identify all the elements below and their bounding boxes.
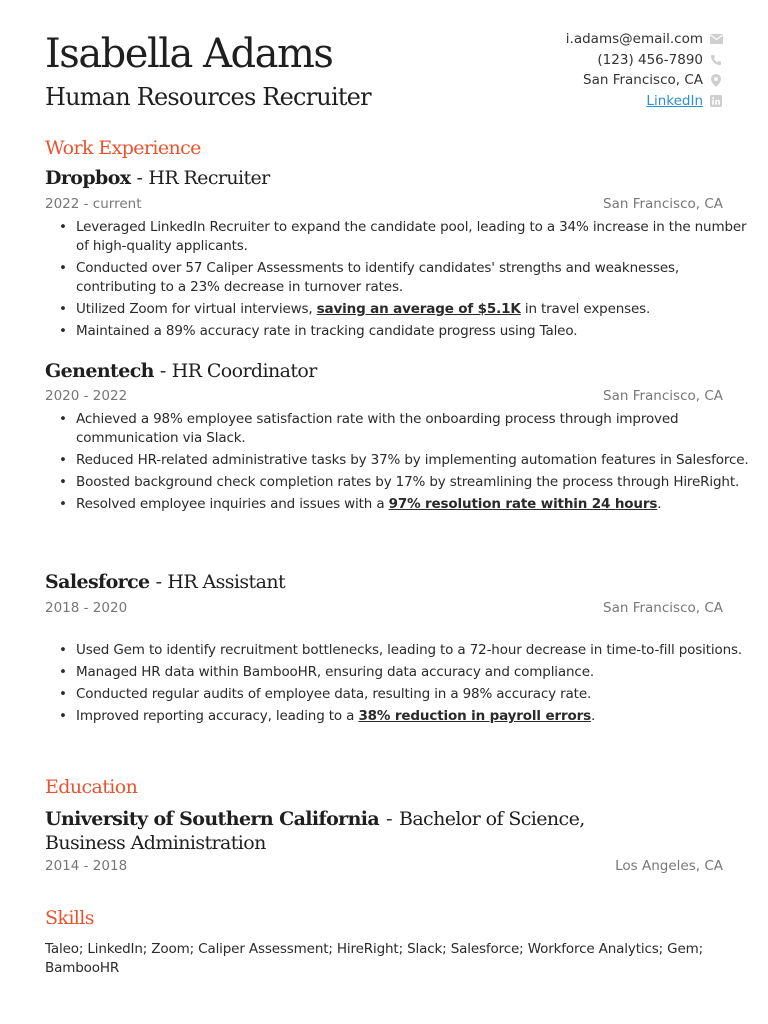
candidate-name: Isabella Adams (45, 31, 333, 77)
bullet-highlight: saving an average of $5.1K (316, 301, 521, 317)
contact-email (566, 29, 723, 50)
bullet-item: • Reduced HR-related administrative tasks by 37% by implementing automation features in Salesforce. (76, 451, 754, 470)
job-location: San Francisco, CA (603, 196, 723, 212)
job-dates: 2022 - current (45, 196, 142, 212)
location-text: San Francisco, CA (583, 72, 703, 89)
email-text: i.adams@email.com (565, 31, 703, 48)
bullet-item: • Leveraged LinkedIn Recruiter to expand the candidate pool, leading to a 34% increase in the number of high-quality applicants. (76, 218, 754, 256)
job-header (45, 571, 285, 593)
job-company: Dropbox (45, 167, 131, 189)
bullet-item: • Achieved a 98% employee satisfaction rate with the onboarding process through improved communication via Slack. (76, 410, 754, 448)
job-separator: - (136, 167, 143, 189)
bullet-highlight: 97% resolution rate within 24 hours (388, 496, 658, 512)
job-header (45, 360, 317, 382)
job-title: HR Assistant (167, 571, 285, 593)
job-title: HR Coordinator (171, 360, 317, 382)
education-meta (45, 858, 723, 874)
job-meta (45, 196, 723, 212)
contact-block (566, 29, 723, 111)
job-location: San Francisco, CA (603, 388, 723, 404)
phone-text: (123) 456-7890 (597, 51, 703, 68)
job-meta (45, 600, 723, 616)
bullet-item: • Used Gem to identify recruitment bottlenecks, leading to a 72-hour decrease in time-to-fill positions. (76, 641, 754, 660)
education-separator: - (386, 808, 392, 830)
contact-phone (566, 50, 723, 71)
job-header (45, 167, 270, 189)
education-degree: Bachelor of Science, Business Administration (45, 808, 585, 854)
linkedin-link[interactable]: LinkedIn (646, 92, 703, 109)
job-separator: - (159, 360, 166, 382)
job-dates: 2018 - 2020 (45, 600, 128, 616)
job-bullets (45, 641, 754, 729)
linkedin-icon (709, 94, 723, 108)
bullet-item: • Improved reporting accuracy, leading to a 38% reduction in payroll errors. (76, 707, 754, 726)
education-location: Los Angeles, CA (615, 858, 723, 874)
bullet-item: • Resolved employee inquiries and issues with a 97% resolution rate within 24 hours. (76, 495, 754, 514)
envelope-icon (709, 32, 723, 46)
job-bullets (45, 218, 754, 344)
contact-location (566, 70, 723, 91)
job-title: HR Recruiter (148, 167, 270, 189)
job-location: San Francisco, CA (603, 600, 723, 616)
skills-list: Taleo; LinkedIn; Zoom; Caliper Assessment; HireRight; Slack; Salesforce; Workforce Analytics; Gem; BambooHR (45, 941, 704, 976)
candidate-role: Human Resources Recruiter (45, 83, 371, 111)
bullet-item: • Boosted background check completion rates by 17% by streamlining the process through HireRight. (76, 473, 754, 492)
bullet-item: • Utilized Zoom for virtual interviews, saving an average of $5.1K in travel expenses. (76, 300, 754, 319)
job-company: Genentech (45, 360, 154, 382)
bullet-item: • Managed HR data within BambooHR, ensuring data accuracy and compliance. (76, 663, 754, 682)
section-title-skills: Skills (45, 907, 94, 929)
bullet-highlight: 38% reduction in payroll errors (358, 708, 591, 724)
job-meta (45, 388, 723, 404)
job-bullets (45, 410, 754, 517)
bullet-item: • Conducted regular audits of employee data, resulting in a 98% accuracy rate. (76, 685, 754, 704)
map-pin-icon (709, 73, 723, 87)
education-school: University of Southern California (45, 808, 380, 830)
job-separator: - (155, 571, 162, 593)
section-title-work: Work Experience (45, 137, 201, 159)
job-dates: 2020 - 2022 (45, 388, 128, 404)
phone-icon (709, 53, 723, 67)
job-company: Salesforce (45, 571, 150, 593)
section-title-education: Education (45, 776, 138, 798)
bullet-item: • Conducted over 57 Caliper Assessments to identify candidates' strengths and weaknesses, contributing to a 23% decrease in turnover rates. (76, 259, 754, 297)
education-header (45, 807, 605, 855)
contact-linkedin (566, 91, 723, 112)
bullet-item: • Maintained a 89% accuracy rate in tracking candidate progress using Taleo. (76, 322, 754, 341)
education-dates: 2014 - 2018 (45, 858, 128, 874)
